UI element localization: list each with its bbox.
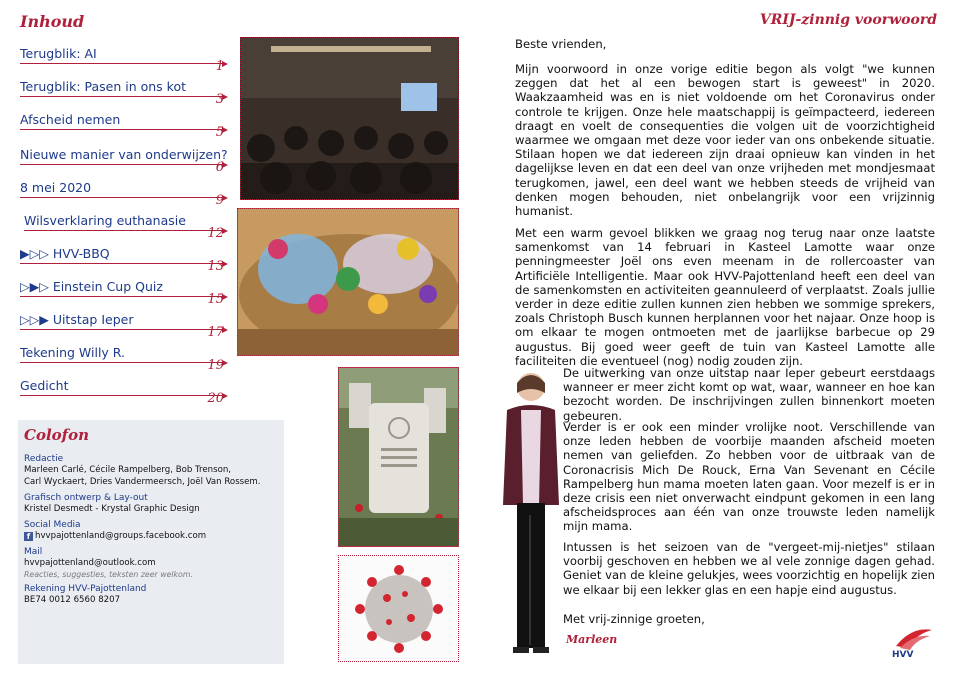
grafisch-text: Kristel Desmedt - Krystal Graphic Design (24, 504, 200, 514)
redactie-heading: Redactie (24, 454, 64, 464)
hvv-logo-icon (886, 622, 938, 670)
toc-item-label: Nieuwe manier van onderwijzen? (20, 147, 228, 162)
easter-basket-illustration (238, 209, 459, 356)
mail-note: Reacties, suggesties, teksten zeer welkom. (24, 570, 193, 579)
toc-item[interactable] (20, 110, 226, 140)
grafisch-heading: Grafisch ontwerp & Lay-out (24, 493, 148, 503)
toc-item[interactable] (20, 145, 228, 175)
social-line (24, 530, 278, 542)
article-paragraph-3: De uitwerking van onze uitstap naar Ieper gebeurt eerstdaags wanneer er meer zicht komt op wat, waar, wanneer en hoe kan bezocht worden. De inschrijvingen zullen binnenkort moeten gebeuren. (563, 366, 935, 423)
toc-title: Inhoud (20, 12, 85, 31)
toc-item-label: Terugblik: AI (20, 46, 97, 61)
social-link[interactable]: hvvpajottenland@groups.facebook.com (35, 531, 207, 541)
toc-item[interactable] (20, 44, 226, 74)
toc-item-page: 12 (207, 226, 224, 241)
article-paragraph-1: Mijn voorwoord in onze vorige editie begon als volgt "we kunnen zeggen dat het al een bewogen start is geweest" in 2020. Waakzaamheid was en is niet voldoende om het Coronavirus onder controle te krijgen. Onze hele maatschappij is geïmpacteerd, iedereen draagt en voelt de consequenties die volgen uit de voorzichtigheid waarmee we omgaan met deze voor ieder van ons onbekende situatie. Stilaan hopen we dat iedereen zijn draai opnieuw kan vinden in het dagelijkse leven en dat een deel van onze vrijheden met mondjesmaat terugkomen, jawel, een deel want we hebben steeds de vrijheid van denken mogen behouden, niet onbelangrijk voor een vrijzinnig humanist. (515, 62, 935, 219)
toc-item[interactable] (20, 376, 226, 406)
mail-link[interactable]: hvvpajottenland@outlook.com (24, 558, 156, 568)
article-paragraph-4: Verder is er ook een minder vrolijke noot. Verschillende van onze leden hebben de voorbije maanden afscheid moeten nemen van geliefden. Zo hebben voor de uitbraak van de Coronacrisis Mich De Rouck, Erna Van Sevenant en Cécile Rampelberg hun mama moeten laten gaan. Voor mezelf is er in deze crisis een niet onverwacht eindpunt gekomen in een lang afscheidsproces aan één van onze trouwste leden namelijk mijn mama. (563, 420, 935, 534)
coronavirus-illustration (339, 556, 459, 662)
article-header: VRIJ-zinnig voorwoord (759, 12, 937, 28)
author-photo (493, 365, 563, 665)
toc-item-label: Tekening Willy R. (20, 345, 125, 360)
toc-item-label: ▷▶▷ Einstein Cup Quiz (20, 279, 163, 294)
toc-item-page: 5 (215, 125, 224, 140)
toc-item-page: 17 (207, 325, 224, 340)
social-heading: Social Media (24, 520, 81, 530)
article-paragraph-2: Met een warm gevoel blikken we graag nog terug naar onze laatste samenkomst van 14 februari in Kasteel Lamotte waar onze penningmeester Joël ons even meenam in de rollercoaster van Artificiële Intelligentie. Maar ook HVV-Pajottenland heeft een deel van de samenkomsten en activiteiten geannuleerd of verplaatst. Zoals jullie verder in deze editie zullen kunnen zien hebben we sommige sprekers, zoals Christoph Busch kunnen herplannen voor het najaar. Onze hoop is om elkaar te mogen ontmoeten met de jaarlijkse barbecue op 29 augustus. Bij goed weer geeft de tuin van Kasteel Lamotte alle faciliteiten die eventueel (nog) nodig zouden zijn. (515, 226, 935, 368)
toc-item-page: 19 (207, 358, 224, 373)
redactie-line-1: Marleen Carlé, Cécile Rampelberg, Bob Trenson, (24, 465, 232, 475)
toc-item-page: 13 (207, 259, 224, 274)
war-grave-illustration (339, 368, 459, 547)
toc-item-label: Afscheid nemen (20, 112, 121, 127)
toc-item[interactable] (20, 310, 226, 340)
toc-item-label: 8 mei 2020 (20, 180, 92, 195)
toc-item-page: 1 (215, 59, 224, 74)
hvv-logo-text: HVV (892, 650, 914, 660)
easter-basket-photo (237, 208, 459, 356)
toc-item-page: 6 (215, 160, 224, 175)
facebook-icon: f (24, 532, 33, 541)
colofon-title: Colofon (24, 426, 90, 444)
toc-item[interactable] (20, 178, 226, 208)
toc-item-page: 9 (215, 193, 224, 208)
mail-heading: Mail (24, 547, 43, 557)
rekening-heading: Rekening HVV-Pajottenland (24, 584, 147, 594)
article-signature: Marleen (566, 633, 618, 646)
toc-item[interactable] (20, 277, 226, 307)
rekening-text: BE74 0012 6560 8207 (24, 595, 121, 605)
toc-item-page: 3 (215, 92, 224, 107)
redactie-line-2: Carl Wyckaert, Dries Vandermeersch, Joël Van Rossem. (24, 477, 261, 487)
toc-item-page: 15 (207, 292, 224, 307)
lecture-photo (240, 37, 459, 200)
coronavirus-image (338, 555, 459, 662)
toc-item-page: 20 (207, 391, 224, 406)
toc-item-label: Wilsverklaring euthanasie (24, 213, 186, 228)
article-paragraph-5: Intussen is het seizoen van de "vergeet-mij-nietjes" stilaan voorbij geschoven en hebben we al vele zonnige dagen gehad. Geniet van de kleine gelukjes, wees voorzichtig en hopelijk zien we elkaar bij een lekker glas en een hapje eind augustus. (563, 540, 935, 597)
toc-item[interactable] (20, 244, 226, 274)
article-greeting: Beste vrienden, (515, 37, 607, 51)
toc-item-label: ▷▷▶ Uitstap Ieper (20, 312, 134, 327)
article-closing: Met vrij-zinnige groeten, (563, 612, 705, 626)
colofon-box (18, 420, 284, 664)
toc-item-label: Gedicht (20, 378, 69, 393)
toc-item-label: Terugblik: Pasen in ons kot (20, 79, 187, 94)
lecture-illustration (241, 38, 459, 200)
toc-item[interactable] (24, 211, 226, 241)
war-grave-photo (338, 367, 459, 547)
toc-item[interactable] (20, 77, 226, 107)
toc-item[interactable] (20, 343, 226, 373)
toc-item-label: ▶▷▷ HVV-BBQ (20, 246, 110, 261)
